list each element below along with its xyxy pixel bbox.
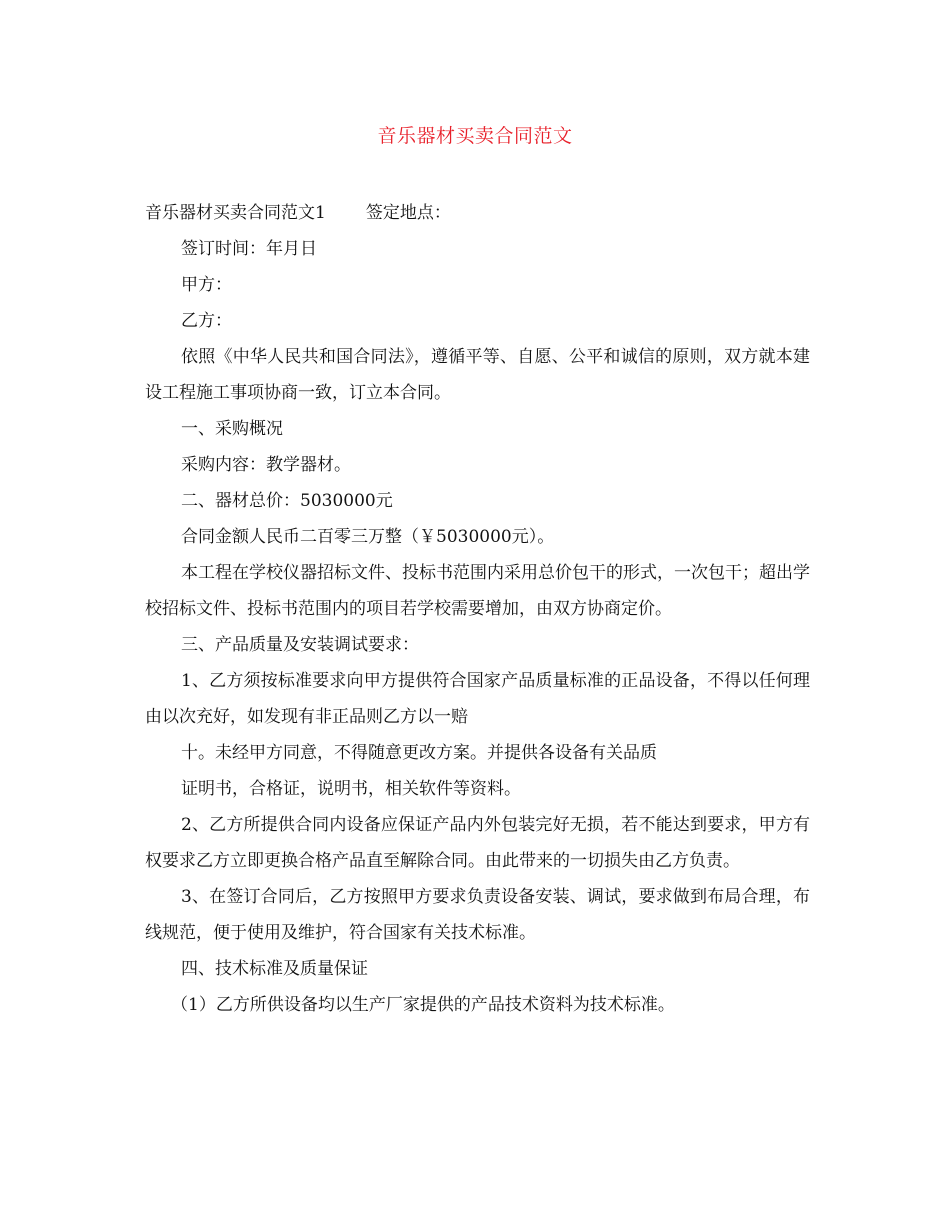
document-title: 音乐器材买卖合同范文 (377, 125, 573, 147)
paragraph-quality-3: 3、在签订合同后，乙方按照甲方要求负责设备安装、调试，要求做到布局合理，布线规范，便于使用及维护，符合国家有关技术标准。 (145, 887, 810, 943)
paragraph-quality-1-docs: 证明书，合格证，说明书，相关软件等资料。 (181, 779, 521, 799)
heading-line (145, 195, 810, 231)
paragraph-quality-2: 2、乙方所提供合同内设备应保证产品内外包装完好无损，若不能达到要求，甲方有权要求乙方立即更换合格产品直至解除合同。由此带来的一切损失由乙方负责。 (145, 815, 810, 871)
paragraph-lump-sum: 本工程在学校仪器招标文件、投标书范围内采用总价包干的形式，一次包干；超出学校招标文件、投标书范围内的项目若学校需要增加，由双方协商定价。 (145, 563, 810, 619)
paragraph-contract-amount: 合同金额人民币二百零三万整（￥5030000元）。 (181, 527, 555, 547)
paragraph-signing-time: 签订时间：年月日 (181, 239, 317, 259)
paragraph-party-a: 甲方： (181, 275, 232, 295)
section-heading-technical: 四、技术标准及质量保证 (181, 959, 368, 979)
section-heading-procurement: 一、采购概况 (181, 419, 283, 439)
paragraph-procurement-content: 采购内容：教学器材。 (181, 455, 351, 475)
paragraph-technical-1: （1）乙方所供设备均以生产厂家提供的产品技术资料为技术标准。 (171, 995, 675, 1015)
paragraph-party-b: 乙方： (181, 311, 232, 331)
paragraph-preamble: 依照《中华人民共和国合同法》，遵循平等、自愿、公平和诚信的原则，双方就本建设工程施工事项协商一致，订立本合同。 (145, 347, 810, 403)
document-body (145, 195, 810, 1023)
paragraph-quality-1-cont: 十。未经甲方同意，不得随意更改方案。并提供各设备有关品质 (181, 743, 657, 763)
paragraph-quality-1: 1、乙方须按标准要求向甲方提供符合国家产品质量标准的正品设备，不得以任何理由以次充好，如发现有非正品则乙方以一赔 (145, 671, 810, 727)
section-heading-quality: 三、产品质量及安装调试要求： (181, 635, 419, 655)
section-heading-total-price: 二、器材总价：5030000元 (181, 491, 393, 511)
contract-heading: 音乐器材买卖合同范文1 (145, 203, 326, 223)
signing-place-label: 签定地点： (365, 203, 451, 223)
